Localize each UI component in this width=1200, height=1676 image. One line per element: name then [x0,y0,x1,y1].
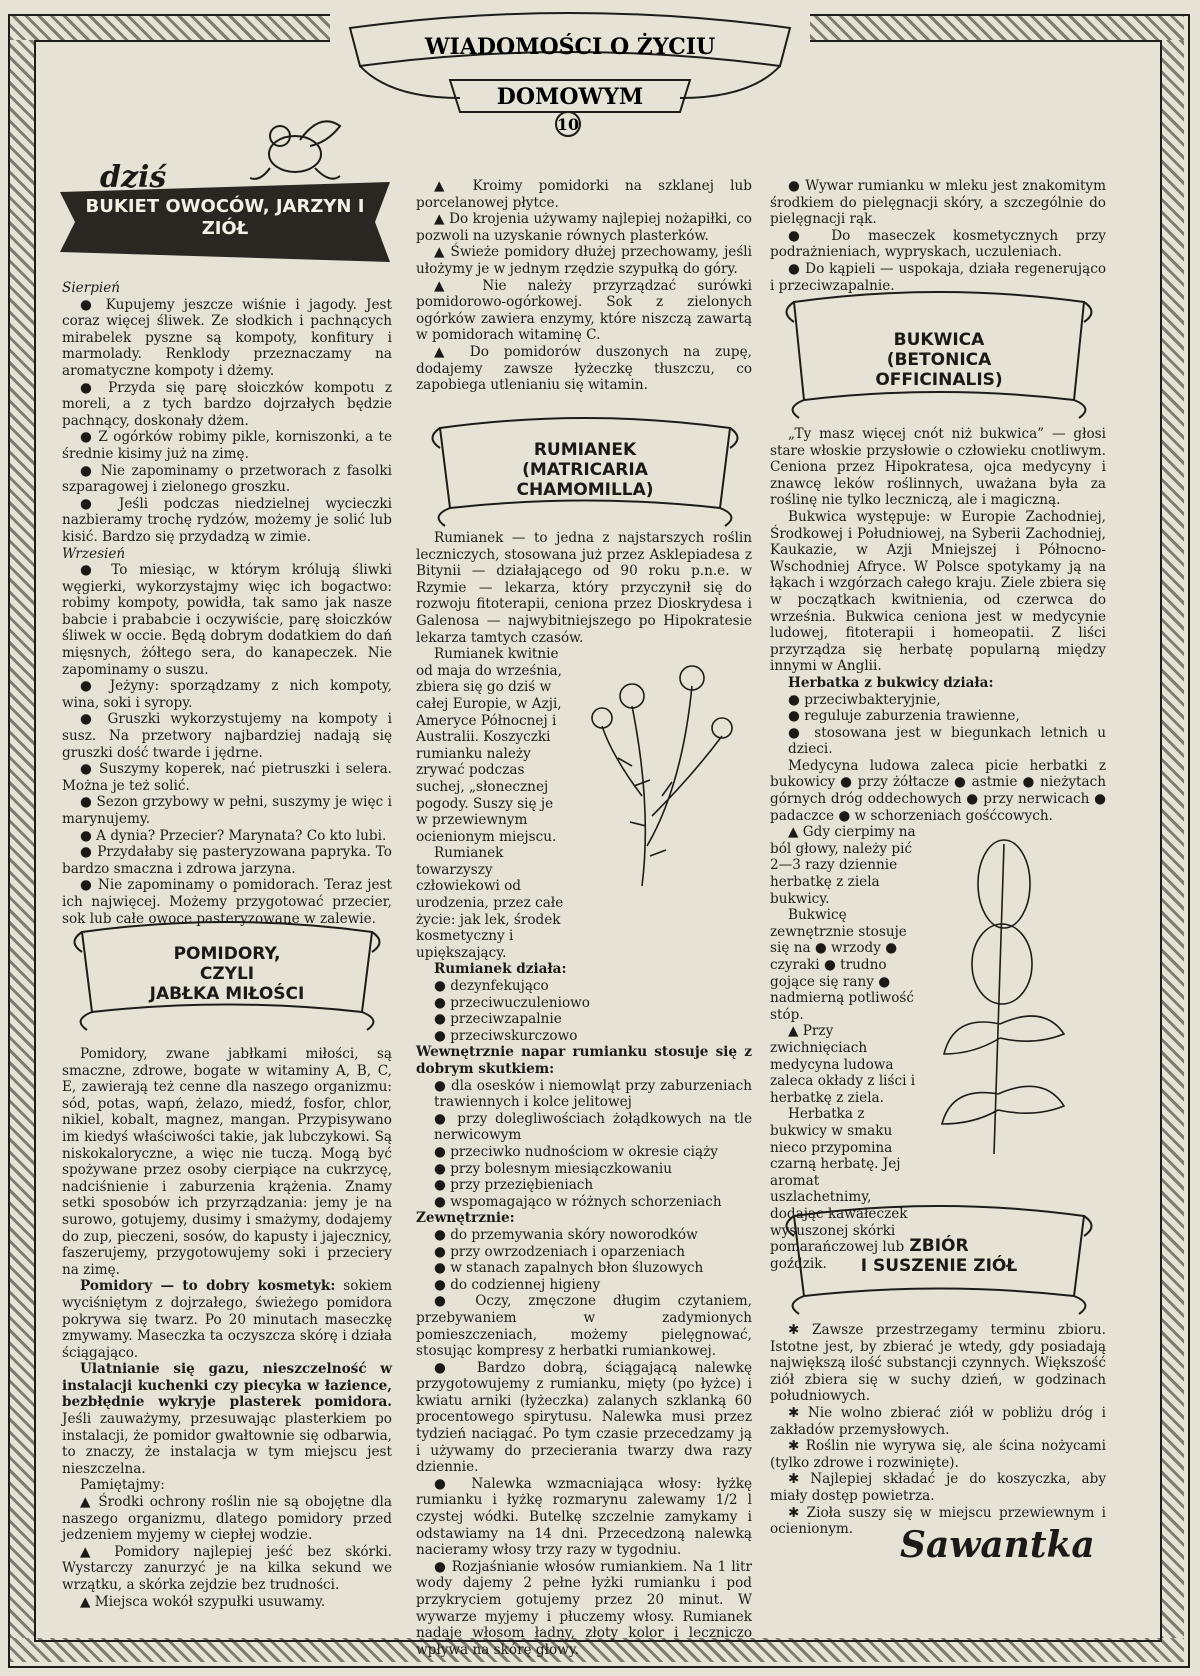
paragraph: Sierpień [62,280,121,296]
rumianek-wewn-list [416,1078,752,1211]
paragraph: ▲ Nie należy przyrządzać surówki pomidorowo-ogórkowej. Sok z zielonych ogórków zawiera enzymy, które niszczą zawartą w pomidorach witaminę C. [416,277,752,344]
paragraph: Bukwica występuje: w Europie Zachodniej, Środkowej i Południowej, na Syberii Zachodniej, Kaukazie, w Azji Mniejszej i Północno-Wschodniej Afryce. W Polsce spotykamy ją na łąkach i wzgórzach całego kraju. Ziele zbiera się w początkach kwitnienia, od czerwca do września. Bukwica ceniona jest w medycynie ludowej, fitoterapii i homeopatii. Z liści przyrządza się herbatę popularną między innymi w Anglii. [770,508,1106,675]
list-item-text: przeciwko nudnościom w okresie ciąży [450,1143,718,1160]
list-item [416,995,752,1012]
list-item [416,1244,752,1261]
paragraph: ● Nie zapominamy o pomidorach. Teraz jest ich najwięcej. Możemy przygotować przecier, sok lub całe owoce pasteryzowane w zalewie. [62,877,392,927]
bullet-icon: ● [434,1143,451,1160]
list-item [416,1078,752,1111]
bullet-icon: ● [788,691,805,708]
bullet-icon: ● [434,1260,451,1277]
betony-illustration [924,824,1104,1164]
chamomile-illustration [572,646,752,896]
list-item-text: do codziennej higieny [450,1276,601,1293]
list-item [416,1161,752,1178]
paragraph: ● Suszymy koperek, nać pietruszki i selera. Można je też solić. [62,761,392,794]
masthead-title: WIADOMOŚCI O ŻYCIU [424,34,716,60]
page-number: 10 [556,115,580,134]
rumianek-title-line: CHAMOMILLA) [516,480,654,500]
pomidory-title-line: POMIDORY, [173,944,281,964]
list-item [770,692,1106,709]
pomidory-title [62,944,392,1004]
zbior-title [774,1236,1104,1276]
paragraph: ● Nie zapominamy o przetworach z fasolki szparagowej i zielonego groszku. [62,462,392,496]
paragraph: ● Sezon grzybowy w pełni, suszymy je więc i marynujemy. [62,794,392,827]
list-item [416,1260,752,1277]
list-item-text: przy bolesnym miesiączkowaniu [450,1160,672,1177]
list-item-text: dla osesków i niemowląt przy zaburzeniach trawiennych i kolce jelitowej [434,1077,752,1111]
paragraph: ● Bardzo dobrą, ściągającą nalewkę przygotowujemy z rumianku, mięty (po łyżce) i kwiatu arniki (łyżeczka) zalanych szklanką 60 procentowego spirytusu. Nalewka musi przez tydzień naciągać. Po tym czasie przecedzamy ją i używamy do przecierania twarzy dwa razy dziennie. [416,1359,752,1476]
paragraph: ● Rozjaśnianie włosów rumiankiem. Na 1 litr wody dajemy 2 pełne łyżki rumianku i pod przykryciem gotujemy przez 20 minut. W wywarze myjemy i płuczemy włosy. Rumianek nadaje włosom ładny, złoty kolor i leczniczo wpływa na skórę głowy. [416,1558,752,1658]
bullet-icon: ● [788,708,805,725]
list-item-text: przy dolegliwościach żołądkowych na tle nerwicowym [434,1110,752,1144]
list-item-text: stosowana jest w biegunkach letnich u dzieci. [788,724,1106,758]
list-item-text: przy przeziębieniach [450,1177,594,1194]
paragraph: ● Oczy, zmęczone długim czytaniem, przebywaniem w zadymionych pomieszczeniach, możemy pielęgnować, stosując kompresy z herbatki rumiankowej. [416,1293,752,1360]
paragraph: Pomidory, zwane jabłkami miłości, są smaczne, zdrowe, bogate w witaminy A, B, C, E, zawierają też cenne dla naszego organizmu: sód, potas, wapń, żelazo, miedź, fosfor, chlor, nikiel, kobalt, magnez, mangan. Przypisywano im kiedyś właściwości takie, jak lubczykowi. Są niskokaloryczne, a więc nie tuczą. Mogą być spożywane przez osoby cierpiące na cukrzycę, nadciśnienie i zaburzenia krążenia. Znamy setki sposobów ich przyrządzania: jemy je na surowo, gotujemy, dusimy i smażymy, dodajemy do zup, pieczeni, sosów, do kapusty i jajecznicy, faszerujemy, przygotowujemy soki i przeciery na zimę. [62,1046,392,1278]
paragraph: ● Do kąpieli — uspokaja, działa regenerująco i przeciwzapalnie. [770,260,1106,294]
paragraph: Bukwicę zewnętrznie stosuje się na ● wrzody ● czyraki ● trudno gojące się rany ● nadmierną potliwość stóp. [770,907,914,1023]
bullet-icon: ● [434,1193,451,1210]
paragraph: ● Jeśli podczas niedzielnej wycieczki nazbieramy trochę rydzów, możemy je solić lub kisić. Bardzo się przydadzą w zimie. [62,495,392,545]
paragraph: ● Gruszki wykorzystujemy na kompoty i susz. Na przetwory najbardziej nadają się gruszki dość twarde i jędrne. [62,711,392,761]
bullet-icon: ● [434,1243,451,1260]
bukwica-title-line: (BETONICA [886,350,992,370]
zbior-title-line: I SUSZENIE ZIÓŁ [860,1256,1018,1276]
paragraph: Wrzesień [62,545,126,562]
lead-in: Pomidory — to dobry kosmetyk: [80,1278,336,1295]
rumianek-zewn-heading: Zewnętrznie: [416,1210,515,1227]
paragraph: ✱ Zawsze przestrzegamy terminu zbioru. Istotne jest, by zbierać je wtedy, gdy posiadają największą ilość substancji czynnych. Większość ziół zbiera się w suchy dzień, w godzinach południowych. [770,1322,1106,1405]
bullet-icon: ● [434,1160,451,1177]
paragraph: ● Kupujemy jeszcze wiśnie i jagody. Jest coraz więcej śliwek. Ze słodkich i pachnących mirabelek pyszne są kompoty, konfitury i marmolady. Renklody przeznaczamy na aromatyczne kompoty i dżemy. [62,296,392,379]
rumianek-float-text [416,646,566,961]
list-item [416,1194,752,1211]
bullet-icon: ● [434,1027,451,1044]
rumianek-float-paragraph: Rumianek towarzyszy człowiekowi od urodzenia, przez całe życie: jak lek, środek kosmetyczny i upiększający. [416,845,564,961]
paragraph: „Ty masz więcej cnót niż bukwica” — głosi stare włoskie przysłowie o człowieku cnotliwym. Ceniona przez Hipokratesa, ojca medycyny i znawcę leków roślinnych, uważana była za roślinę nie tylko leczniczą, ale i magiczną. [770,426,1106,509]
paragraph: ● Nalewka wzmacniająca włosy: łyżkę rumianku i łyżkę rozmarynu zalewamy 1/2 l czystej wódki. Butelkę szczelnie zamykamy i odstawiamy na 14 dni. Przecedzoną nalewką nacieramy włosy trzy razy w tygodniu. [416,1475,752,1559]
rumianek-wewn-heading: Wewnętrznie napar rumianku stosuje się z dobrym skutkiem: [416,1044,752,1077]
list-item-text: dezynfekująco [450,978,549,995]
list-item [416,1111,752,1144]
list-item-text: do przemywania skóry noworodków [450,1226,698,1243]
list-item [416,1227,752,1244]
paragraph: ▲ Gdy cierpimy na ból głowy, należy pić 2—3 razy dziennie herbatkę z ziela bukwicy. [770,824,916,907]
signature: Sawantka [900,1524,1095,1566]
paragraph: ● Z ogórków robimy pikle, korniszonki, a te średnie kisimy już na zimę. [62,429,392,462]
column-3c [770,1322,1106,1538]
rumianek-intro: Rumianek — to jedna z najstarszych roślin leczniczych, stosowana już przez Asklepiadesa z Bitynii — działającego od 90 roku p.n.e. w Rzymie — lekarza, który przyczynił się do rozwoju fitoterapii, ceniona przez Dioskrydesa i Galenosa — najwybitniejszego po Hipokratesie lekarza tamtych czasów. [416,530,752,646]
bullet-icon: ● [434,1226,451,1243]
paragraph: ▲ Kroimy pomidorki na szklanej lub porcelanowej płytce. [416,178,752,211]
zbior-title-line: ZBIÓR [909,1236,969,1256]
list-item-text: reguluje zaburzenia trawienne, [804,708,1020,725]
bullet-icon: ● [434,1177,451,1194]
bullet-icon: ● [788,724,815,741]
bukwica-title [774,330,1104,390]
bullet-icon: ● [434,1276,451,1293]
paragraph: ▲ Pomidory najlepiej jeść bez skórki. Wystarczy zanurzyć je na kilka sekund we wrzątku, a skórka zejdzie bez trudności. [62,1543,392,1593]
bullet-icon: ● [434,978,451,995]
rumianek-dziala-list [416,978,752,1044]
column-2b [416,530,752,1658]
bullet-icon: ● [434,1011,451,1028]
rumianek-float-row [416,646,752,961]
paragraph: ● Przyda się parę słoiczków kompotu z moreli, a z tych bardzo dojrzałych będzie pachnący, doskonały dżem. [62,379,392,429]
bullet-icon: ● [434,994,451,1011]
bukwica-title-line: OFFICINALIS) [875,370,1003,390]
list-item-text: wspomagająco w różnych schorzeniach [450,1193,722,1210]
paragraph: ▲ Środki ochrony roślin nie są obojętne dla naszego organizmu, dlatego pomidory przed jedzeniem myjemy w ciepłej wodzie. [62,1494,392,1544]
list-item-text: przy owrzodzeniach i oparzeniach [450,1243,685,1260]
list-item-text: w stanach zapalnych błon śluzowych [450,1260,704,1277]
bukwica-title-line: BUKWICA [893,330,985,350]
rumianek-title-line: RUMIANEK [533,440,637,460]
list-item-text: przeciwuczuleniowo [450,994,590,1011]
intro-heading: BUKIET OWOCÓW, JARZYN I ZIÓŁ [85,196,365,239]
paragraph: Pamiętajmy: [80,1477,165,1494]
rumianek-title [420,440,750,500]
list-item-text: przeciwbakteryjnie, [804,691,941,708]
pomidory-title-line: CZYLI [199,964,255,984]
paragraph: ▲ Przy zwichnięciach medycyna ludowa zaleca okłady z liści i herbatkę z ziela. [770,1023,916,1106]
bukwica-ludowa: Medycyna ludowa zaleca picie herbatki z bukowicy ● przy żółtacze ● astmie ● nieżytach górnych dróg oddechowych ● przy nerwicach ● padaczce ● w schorzeniach gośćcowych. [770,757,1106,824]
column-2 [416,178,752,394]
dzis-label: dziś [100,160,167,195]
list-item [770,725,1106,758]
pomidory-title-line: JABŁKA MIŁOŚCI [149,984,305,1004]
paragraph: ● Jeżyny: sporządzamy z nich kompoty, wina, soki i syropy. [62,678,392,711]
rumianek-title-line: (MATRICARIA [522,460,648,480]
list-item [416,1028,752,1045]
cherub-illustration [240,112,350,192]
paragraph: ● Wywar rumianku w mleku jest znakomitym środkiem do pielęgnacji skóry, a szczególnie do pielęgnacji rąk. [770,178,1106,228]
list-item [416,1144,752,1161]
column-1 [62,280,392,927]
masthead-subtitle: DOMOWYM [496,84,644,110]
paragraph: ▲ Miejsca wokół szypułki usuwamy. [80,1593,326,1610]
paragraph: ● Przydałaby się pasteryzowana papryka. To bardzo smaczna i zdrowa jarzyna. [62,844,392,877]
rumianek-float-paragraph: Rumianek kwitnie od maja do września, zbiera się go dziś w całej Europie, w Azji, Ameryce Północnej i Australii. Koszyczki rumianku należy zrywać podczas suchej, „słonecznej pogody. Suszy się je w przewiewnym ocienionym miejscu. [416,646,562,845]
bullet-icon: ● [434,1110,458,1127]
paragraph: ▲ Świeże pomidory dłużej przechowamy, jeśli ułożymy je w jednym rzędzie szypułką do góry. [416,244,752,277]
lead-in: Ulatnianie się gazu, nieszczelność w instalacji kuchenki czy piecyka w łazience, bezbłędnie wykryje plasterek pomidora. [62,1361,392,1411]
paragraph: Herbatka z bukwicy w smaku nieco przypomina czarną herbatę. Jej aromat uszlachetnimy, dodając kawałeczek wysuszonej skórki pomarańczowej lub goździk. [770,1106,908,1272]
rumianek-zewn-list [416,1227,752,1293]
list-item [416,1177,752,1194]
list-item [416,978,752,995]
column-3b [770,426,1106,1272]
bukwica-dziala-heading: Herbatka z bukwicy działa: [788,674,994,691]
bullet-icon: ● [434,1077,451,1094]
rumianek-dziala-heading: Rumianek działa: [434,961,567,978]
paragraph: ● Do maseczek kosmetycznych przy podrażnieniach, wypryskach, uczuleniach. [770,227,1106,261]
column-1b [62,1046,392,1610]
bukwica-body [770,426,1106,675]
paragraph: ▲ Do pomidorów duszonych na zupę, dodajemy zawsze łyżeczkę tłuszczu, co zapobiega utlenianiu się witamin. [416,343,752,394]
paragraph: ✱ Nie wolno zbierać ziół w pobliżu dróg i zakładów przemysłowych. [770,1404,1106,1438]
paragraph: ✱ Roślin nie wyrywa się, ale ścina nożycami (tylko zdrowe i rozwinięte). [770,1438,1106,1471]
list-item [416,1277,752,1294]
list-item-text: przeciwskurczowo [450,1027,578,1044]
column-3 [770,178,1106,294]
paragraph: ✱ Najlepiej składać je do koszyczka, aby miały dostęp powietrza. [770,1471,1106,1504]
masthead [330,8,810,138]
paragraph: ● A dynia? Przecier? Marynata? Co kto lubi. [80,827,387,844]
paragraph: ✱ Zioła suszy się w miejscu przewiewnym i ocienionym. [770,1504,1106,1538]
list-item [416,1011,752,1028]
column-2c [416,1293,752,1658]
paragraph: Ulatnianie się gazu, nieszczelność w instalacji kuchenki czy piecyka w łazience, bezbłędnie wykryje plasterek pomidora. Jeśli zauważymy, przesuwając plasterkiem po instalacji, że pomidor gwałtownie się odbarwia, to znaczy, że instalacja w tym miejscu jest nieszczelna. [62,1361,392,1477]
bukwica-dziala-list [770,692,1106,758]
list-item-text: przeciwzapalnie [450,1011,562,1028]
paragraph: Pomidory — to dobry kosmetyk: sokiem wyciśniętym z dojrzałego, świeżego pomidora pokrywa się twarz. Po 20 minutach maseczkę zmywamy. Maseczka ta oczyszcza skórę i działa ściągająco. [62,1278,392,1361]
paragraph: ● To miesiąc, w którym królują śliwki węgierki, wykorzystajmy więc ich bogactwo: robimy kompoty, powidła, tak samo jak nasze babcie i prababcie i oczywiście, parę słoiczków śliwek w occie. Będą dobrym dodatkiem do dań mięsnych, żółtego sera, do kanapeczek. Nie zapominamy o suszu. [62,562,392,678]
paragraph: ▲ Do krojenia używamy najlepiej nożapiłki, co pozwoli na uzyskanie równych plasterków. [416,211,752,244]
list-item [770,708,1106,725]
